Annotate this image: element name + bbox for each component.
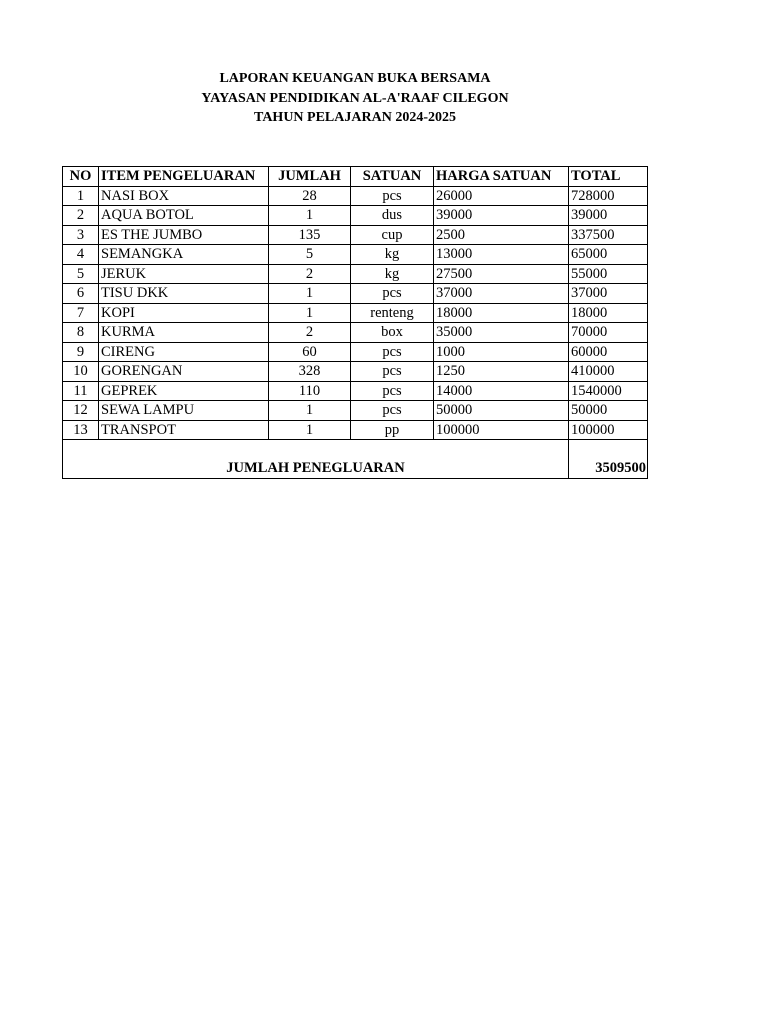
table-row (63, 284, 648, 304)
cell-item: GORENGAN (99, 362, 269, 382)
table-row (63, 186, 648, 206)
cell-jumlah: 1 (269, 420, 351, 440)
cell-harga-satuan: 14000 (434, 381, 569, 401)
cell-total: 1540000 (569, 381, 648, 401)
col-header-no: NO (63, 167, 99, 187)
cell-harga-satuan: 39000 (434, 206, 569, 226)
cell-harga-satuan: 35000 (434, 323, 569, 343)
table-row (63, 342, 648, 362)
table-row (63, 362, 648, 382)
cell-satuan: pcs (351, 284, 434, 304)
cell-satuan: pcs (351, 381, 434, 401)
cell-satuan: pcs (351, 342, 434, 362)
cell-harga-satuan: 100000 (434, 420, 569, 440)
table-row (63, 206, 648, 226)
cell-total: 55000 (569, 264, 648, 284)
cell-satuan: kg (351, 264, 434, 284)
cell-total: 65000 (569, 245, 648, 265)
cell-no: 5 (63, 264, 99, 284)
cell-total: 37000 (569, 284, 648, 304)
cell-item: CIRENG (99, 342, 269, 362)
cell-jumlah: 2 (269, 323, 351, 343)
table-header-row (63, 167, 648, 187)
col-header-jumlah: JUMLAH (269, 167, 351, 187)
cell-total: 18000 (569, 303, 648, 323)
cell-no: 6 (63, 284, 99, 304)
cell-jumlah: 1 (269, 303, 351, 323)
cell-harga-satuan: 2500 (434, 225, 569, 245)
cell-total: 50000 (569, 401, 648, 421)
cell-no: 13 (63, 420, 99, 440)
cell-no: 3 (63, 225, 99, 245)
cell-item: NASI BOX (99, 186, 269, 206)
table-row (63, 264, 648, 284)
cell-item: AQUA BOTOL (99, 206, 269, 226)
cell-satuan: box (351, 323, 434, 343)
cell-jumlah: 1 (269, 401, 351, 421)
cell-jumlah: 110 (269, 381, 351, 401)
summary-total: 3509500 (569, 440, 648, 479)
cell-total: 60000 (569, 342, 648, 362)
cell-jumlah: 28 (269, 186, 351, 206)
cell-jumlah: 1 (269, 206, 351, 226)
cell-harga-satuan: 18000 (434, 303, 569, 323)
cell-no: 7 (63, 303, 99, 323)
expense-table (62, 166, 648, 479)
cell-satuan: pcs (351, 401, 434, 421)
col-header-total: TOTAL (569, 167, 648, 187)
cell-no: 1 (63, 186, 99, 206)
cell-jumlah: 2 (269, 264, 351, 284)
cell-harga-satuan: 26000 (434, 186, 569, 206)
table-row (63, 381, 648, 401)
cell-total: 728000 (569, 186, 648, 206)
cell-item: TRANSPOT (99, 420, 269, 440)
cell-no: 10 (63, 362, 99, 382)
cell-item: KURMA (99, 323, 269, 343)
cell-harga-satuan: 1250 (434, 362, 569, 382)
cell-jumlah: 135 (269, 225, 351, 245)
cell-item: GEPREK (99, 381, 269, 401)
cell-harga-satuan: 27500 (434, 264, 569, 284)
cell-satuan: cup (351, 225, 434, 245)
cell-jumlah: 5 (269, 245, 351, 265)
organization-name: YAYASAN PENDIDIKAN AL-A'RAAF CILEGON (201, 90, 509, 106)
table-body (63, 186, 648, 440)
table-row (63, 245, 648, 265)
cell-no: 9 (63, 342, 99, 362)
cell-total: 410000 (569, 362, 648, 382)
cell-satuan: pp (351, 420, 434, 440)
cell-total: 70000 (569, 323, 648, 343)
cell-satuan: renteng (351, 303, 434, 323)
cell-no: 11 (63, 381, 99, 401)
cell-item: JERUK (99, 264, 269, 284)
table-row (63, 323, 648, 343)
col-header-harga-satuan: HARGA SATUAN (434, 167, 569, 187)
cell-harga-satuan: 50000 (434, 401, 569, 421)
summary-row (63, 440, 648, 479)
cell-satuan: pcs (351, 362, 434, 382)
cell-item: TISU DKK (99, 284, 269, 304)
cell-total: 337500 (569, 225, 648, 245)
cell-harga-satuan: 37000 (434, 284, 569, 304)
table-row (63, 225, 648, 245)
cell-item: ES THE JUMBO (99, 225, 269, 245)
cell-satuan: kg (351, 245, 434, 265)
cell-harga-satuan: 13000 (434, 245, 569, 265)
table-row (63, 303, 648, 323)
report-title: LAPORAN KEUANGAN BUKA BERSAMA (219, 71, 491, 86)
cell-no: 2 (63, 206, 99, 226)
cell-no: 8 (63, 323, 99, 343)
col-header-item: ITEM PENGELUARAN (99, 167, 269, 187)
table-row (63, 420, 648, 440)
table-row (63, 401, 648, 421)
cell-satuan: pcs (351, 186, 434, 206)
cell-jumlah: 328 (269, 362, 351, 382)
cell-item: KOPI (99, 303, 269, 323)
cell-total: 39000 (569, 206, 648, 226)
col-header-satuan: SATUAN (351, 167, 434, 187)
summary-label: JUMLAH PENEGLUARAN (63, 440, 569, 479)
cell-jumlah: 60 (269, 342, 351, 362)
report-header (62, 69, 648, 128)
cell-item: SEWA LAMPU (99, 401, 269, 421)
cell-total: 100000 (569, 420, 648, 440)
cell-no: 12 (63, 401, 99, 421)
cell-item: SEMANGKA (99, 245, 269, 265)
cell-jumlah: 1 (269, 284, 351, 304)
cell-satuan: dus (351, 206, 434, 226)
cell-no: 4 (63, 245, 99, 265)
cell-harga-satuan: 1000 (434, 342, 569, 362)
academic-year: TAHUN PELAJARAN 2024-2025 (254, 110, 456, 125)
